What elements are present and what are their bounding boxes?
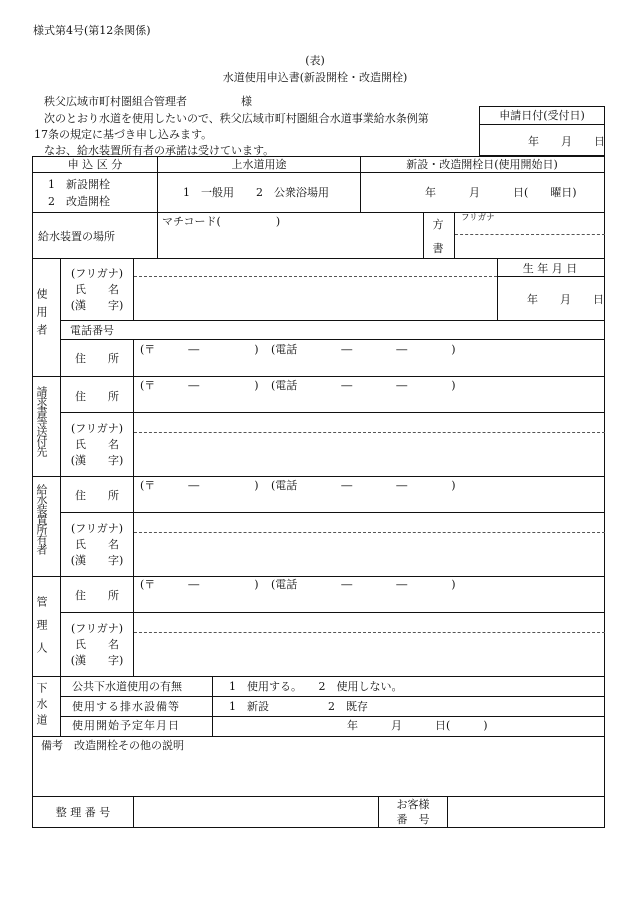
sewer-row2-value-1[interactable]: 1 新設: [229, 700, 269, 713]
receipt-label: 申請日付(受付日): [499, 109, 585, 122]
sewer-row3-value[interactable]: 年 月 日( ): [347, 719, 488, 732]
sewer-group-label: 下水道: [35, 682, 48, 730]
intro-line-1: 次のとおり水道を使用したいので、秩父広域市町村圏組合水道事業給水条例第: [44, 112, 429, 125]
manager-furigana-label: (フリガナ): [70, 622, 124, 635]
header-opening-date: 新設・改造開栓日(使用開始日): [406, 158, 558, 171]
honorific: 様: [241, 95, 252, 108]
sewer-row1-value[interactable]: 1 使用する。 2 使用しない。: [229, 680, 403, 693]
manager-name-label: 氏 名: [75, 638, 119, 651]
user-furigana-label: (フリガナ): [70, 267, 124, 280]
header-category: 申 込 区 分: [67, 158, 123, 171]
owner-zip[interactable]: (〒 ― ): [140, 479, 259, 492]
owner-group-label: 給水装置所有者: [35, 484, 48, 554]
sewer-row2-value-2[interactable]: 2 既存: [328, 700, 368, 713]
intro-line-2: 17条の規定に基づき申し込みます。: [34, 128, 213, 141]
owner-name-label: 氏 名: [75, 538, 119, 551]
receipt-date: 年 月 日: [528, 135, 605, 148]
side-label: (表): [305, 54, 325, 67]
billing-group-label: 請求書等送付先: [35, 386, 48, 456]
intro-line-3: なお、給水装置所有者の承諾は受けています。: [44, 144, 275, 157]
user-address-label: 住 所: [75, 352, 119, 365]
owner-address-label: 住 所: [75, 489, 119, 502]
birth-label: 生 年 月 日: [522, 262, 578, 275]
user-phone-label: 電話番号: [70, 324, 114, 337]
sewer-row3-label: 使用開始予定年月日: [72, 719, 180, 732]
user-kanji-label: (漢 字): [70, 299, 124, 312]
manager-group-label: 管理人: [35, 596, 48, 665]
billing-address-label: 住 所: [75, 390, 119, 403]
category-option-1[interactable]: 1 新設開栓: [48, 178, 110, 191]
opening-date-field[interactable]: 年 月 日( 曜日): [425, 186, 577, 199]
usage-options[interactable]: 1 一般用 2 公衆浴場用: [183, 186, 329, 199]
houses-label-1: 方: [432, 218, 444, 231]
sewer-row2-label: 使用する排水設備等: [72, 700, 180, 713]
billing-tel[interactable]: (電話 ― ― ): [271, 379, 456, 392]
customer-number-label-1: お客様: [396, 798, 430, 811]
user-name-label: 氏 名: [75, 283, 119, 296]
form-number: 様式第4号(第12条関係): [33, 24, 151, 37]
billing-furigana-label: (フリガナ): [70, 422, 124, 435]
customer-number-label-2: 番 号: [396, 813, 430, 826]
location-label: 給水装置の場所: [38, 230, 115, 243]
manager-kanji-label: (漢 字): [70, 654, 124, 667]
manager-zip[interactable]: (〒 ― ): [140, 578, 259, 591]
user-group-label: 使用者: [35, 288, 48, 342]
machi-code[interactable]: マチコード( ): [162, 215, 281, 228]
sewer-row1-label: 公共下水道使用の有無: [72, 680, 182, 693]
user-zip[interactable]: (〒 ― ): [140, 343, 259, 356]
owner-furigana-label: (フリガナ): [70, 522, 124, 535]
manager-address-label: 住 所: [75, 589, 119, 602]
billing-kanji-label: (漢 字): [70, 454, 124, 467]
houses-label-2: 書: [432, 242, 444, 255]
location-furigana: フリガナ: [461, 213, 495, 223]
addressee: 秩父広域市町村圏組合管理者: [44, 95, 187, 108]
category-option-2[interactable]: 2 改造開栓: [48, 195, 110, 208]
birth-date[interactable]: 年 月 日: [527, 293, 604, 306]
billing-name-label: 氏 名: [75, 438, 119, 451]
remarks-label: 備考 改造開栓その他の説明: [41, 739, 184, 752]
owner-kanji-label: (漢 字): [70, 554, 124, 567]
manager-tel[interactable]: (電話 ― ― ): [271, 578, 456, 591]
owner-tel[interactable]: (電話 ― ― ): [271, 479, 456, 492]
ref-number-label: 整 理 番 号: [55, 806, 111, 819]
form-title: 水道使用申込書(新設開栓・改造開栓): [222, 71, 408, 84]
header-usage: 上水道用途: [231, 158, 287, 171]
user-tel[interactable]: (電話 ― ― ): [271, 343, 456, 356]
billing-zip[interactable]: (〒 ― ): [140, 379, 259, 392]
